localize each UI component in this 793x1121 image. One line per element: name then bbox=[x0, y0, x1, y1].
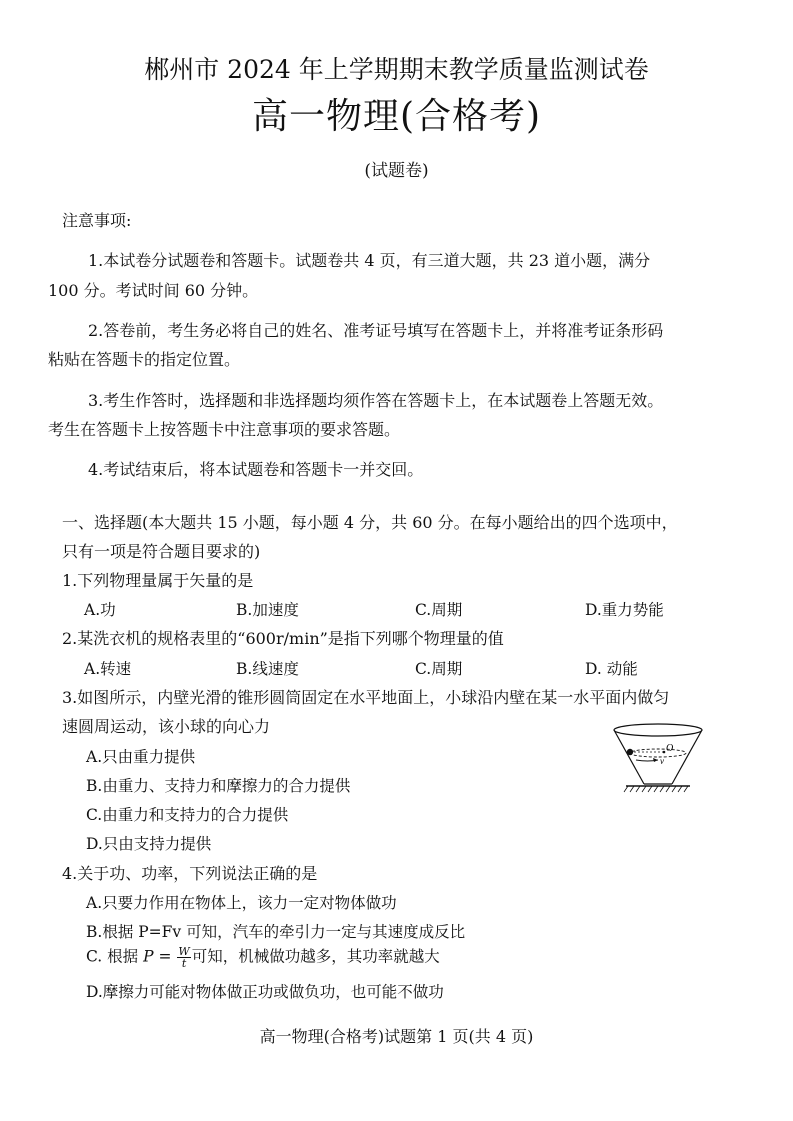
q1-option-c: C.周期 bbox=[415, 601, 463, 619]
section-heading-line1: 一、选择题(本大题共 15 小题，每小题 4 分，共 60 分。在每小题给出的四个选项中， bbox=[62, 513, 678, 532]
q2-stem: 2.某洗衣机的规格表里的“600r/min”是指下列哪个物理量的值 bbox=[62, 629, 504, 648]
q4-option-d: D.摩擦力可能对物体做正功或做负功，也可能不做功 bbox=[86, 983, 444, 1001]
formula-fraction bbox=[177, 946, 190, 969]
notice-item-4: 4.考试结束后，将本试题卷和答题卡一并交回。 bbox=[88, 460, 424, 479]
q2-option-a: A.转速 bbox=[84, 660, 132, 678]
velocity-arrow-head bbox=[653, 758, 658, 762]
formula-p: P bbox=[143, 947, 154, 966]
q1-option-b: B.加速度 bbox=[236, 601, 299, 619]
q3-option-b: B.由重力、支持力和摩擦力的合力提供 bbox=[86, 777, 351, 795]
q3-option-a: A.只由重力提供 bbox=[86, 748, 196, 766]
paper-type: (试题卷) bbox=[364, 161, 429, 181]
q2-option-d: D. 动能 bbox=[585, 660, 638, 678]
exam-title: 郴州市 2024 年上学期期末教学质量监测试卷 bbox=[144, 55, 649, 84]
q3-stem-line1: 3.如图所示，内壁光滑的锥形圆筒固定在水平地面上，小球沿内壁在某一水平面内做匀 bbox=[62, 688, 670, 707]
q1-option-a: A.功 bbox=[84, 601, 116, 619]
formula-equals: = bbox=[153, 947, 177, 966]
q3-option-d: D.只由支持力提供 bbox=[86, 835, 212, 853]
notice-item-2-line2: 粘贴在答题卡的指定位置。 bbox=[48, 350, 241, 369]
formula-denominator: t bbox=[181, 957, 187, 970]
label-o: O bbox=[666, 743, 674, 754]
q2-option-b: B.线速度 bbox=[236, 660, 299, 678]
center-point bbox=[663, 751, 666, 754]
q1-stem: 1.下列物理量属于矢量的是 bbox=[62, 571, 254, 590]
q2-option-c: C.周期 bbox=[415, 660, 463, 678]
notice-item-3-line2: 考生在答题卡上按答题卡中注意事项的要求答题。 bbox=[48, 420, 401, 439]
formula-numerator: W bbox=[178, 945, 190, 958]
notice-item-2-line1: 2.答卷前，考生务必将自己的姓名、准考证号填写在答题卡上，并将准考证条形码 bbox=[88, 321, 664, 340]
cone-figure bbox=[608, 722, 708, 800]
notice-heading: 注意事项: bbox=[62, 211, 132, 230]
q4-option-c-suffix: 可知，机械做功越多，其功率就越大 bbox=[191, 947, 440, 966]
q4-stem: 4.关于功、功率，下列说法正确的是 bbox=[62, 864, 318, 883]
q3-stem-line2: 速圆周运动，该小球的向心力 bbox=[62, 717, 271, 736]
q4-option-b: B.根据 P=Fv 可知，汽车的牵引力一定与其速度成反比 bbox=[86, 923, 466, 941]
q3-option-c: C.由重力和支持力的合力提供 bbox=[86, 806, 289, 824]
cone-right-wall bbox=[672, 730, 702, 784]
section-heading-line2: 只有一项是符合题目要求的) bbox=[62, 542, 261, 561]
page-footer: 高一物理(合格考)试题第 1 页(共 4 页) bbox=[259, 1027, 534, 1046]
label-v: v bbox=[660, 756, 664, 766]
q4-option-c-prefix: C. 根据 bbox=[86, 947, 139, 966]
notice-item-3-line1: 3.考生作答时，选择题和非选择题均须作答在答题卡上，在本试题卷上答题无效。 bbox=[88, 391, 664, 410]
cone-left-wall bbox=[614, 730, 644, 784]
ground-hatching bbox=[624, 786, 688, 792]
orbit-path bbox=[630, 749, 686, 757]
subject-title: 高一物理(合格考) bbox=[251, 96, 542, 137]
q1-option-d: D.重力势能 bbox=[585, 601, 664, 619]
q4-option-a: A.只要力作用在物体上，该力一定对物体做功 bbox=[86, 894, 397, 912]
q4-option-c bbox=[86, 946, 440, 969]
notice-item-1-line1: 1.本试卷分试题卷和答题卡。试题卷共 4 页，有三道大题，共 23 道小题，满分 bbox=[88, 251, 651, 270]
cone-rim bbox=[614, 724, 702, 736]
notice-item-1-line2: 100 分。考试时间 60 分钟。 bbox=[48, 281, 259, 300]
